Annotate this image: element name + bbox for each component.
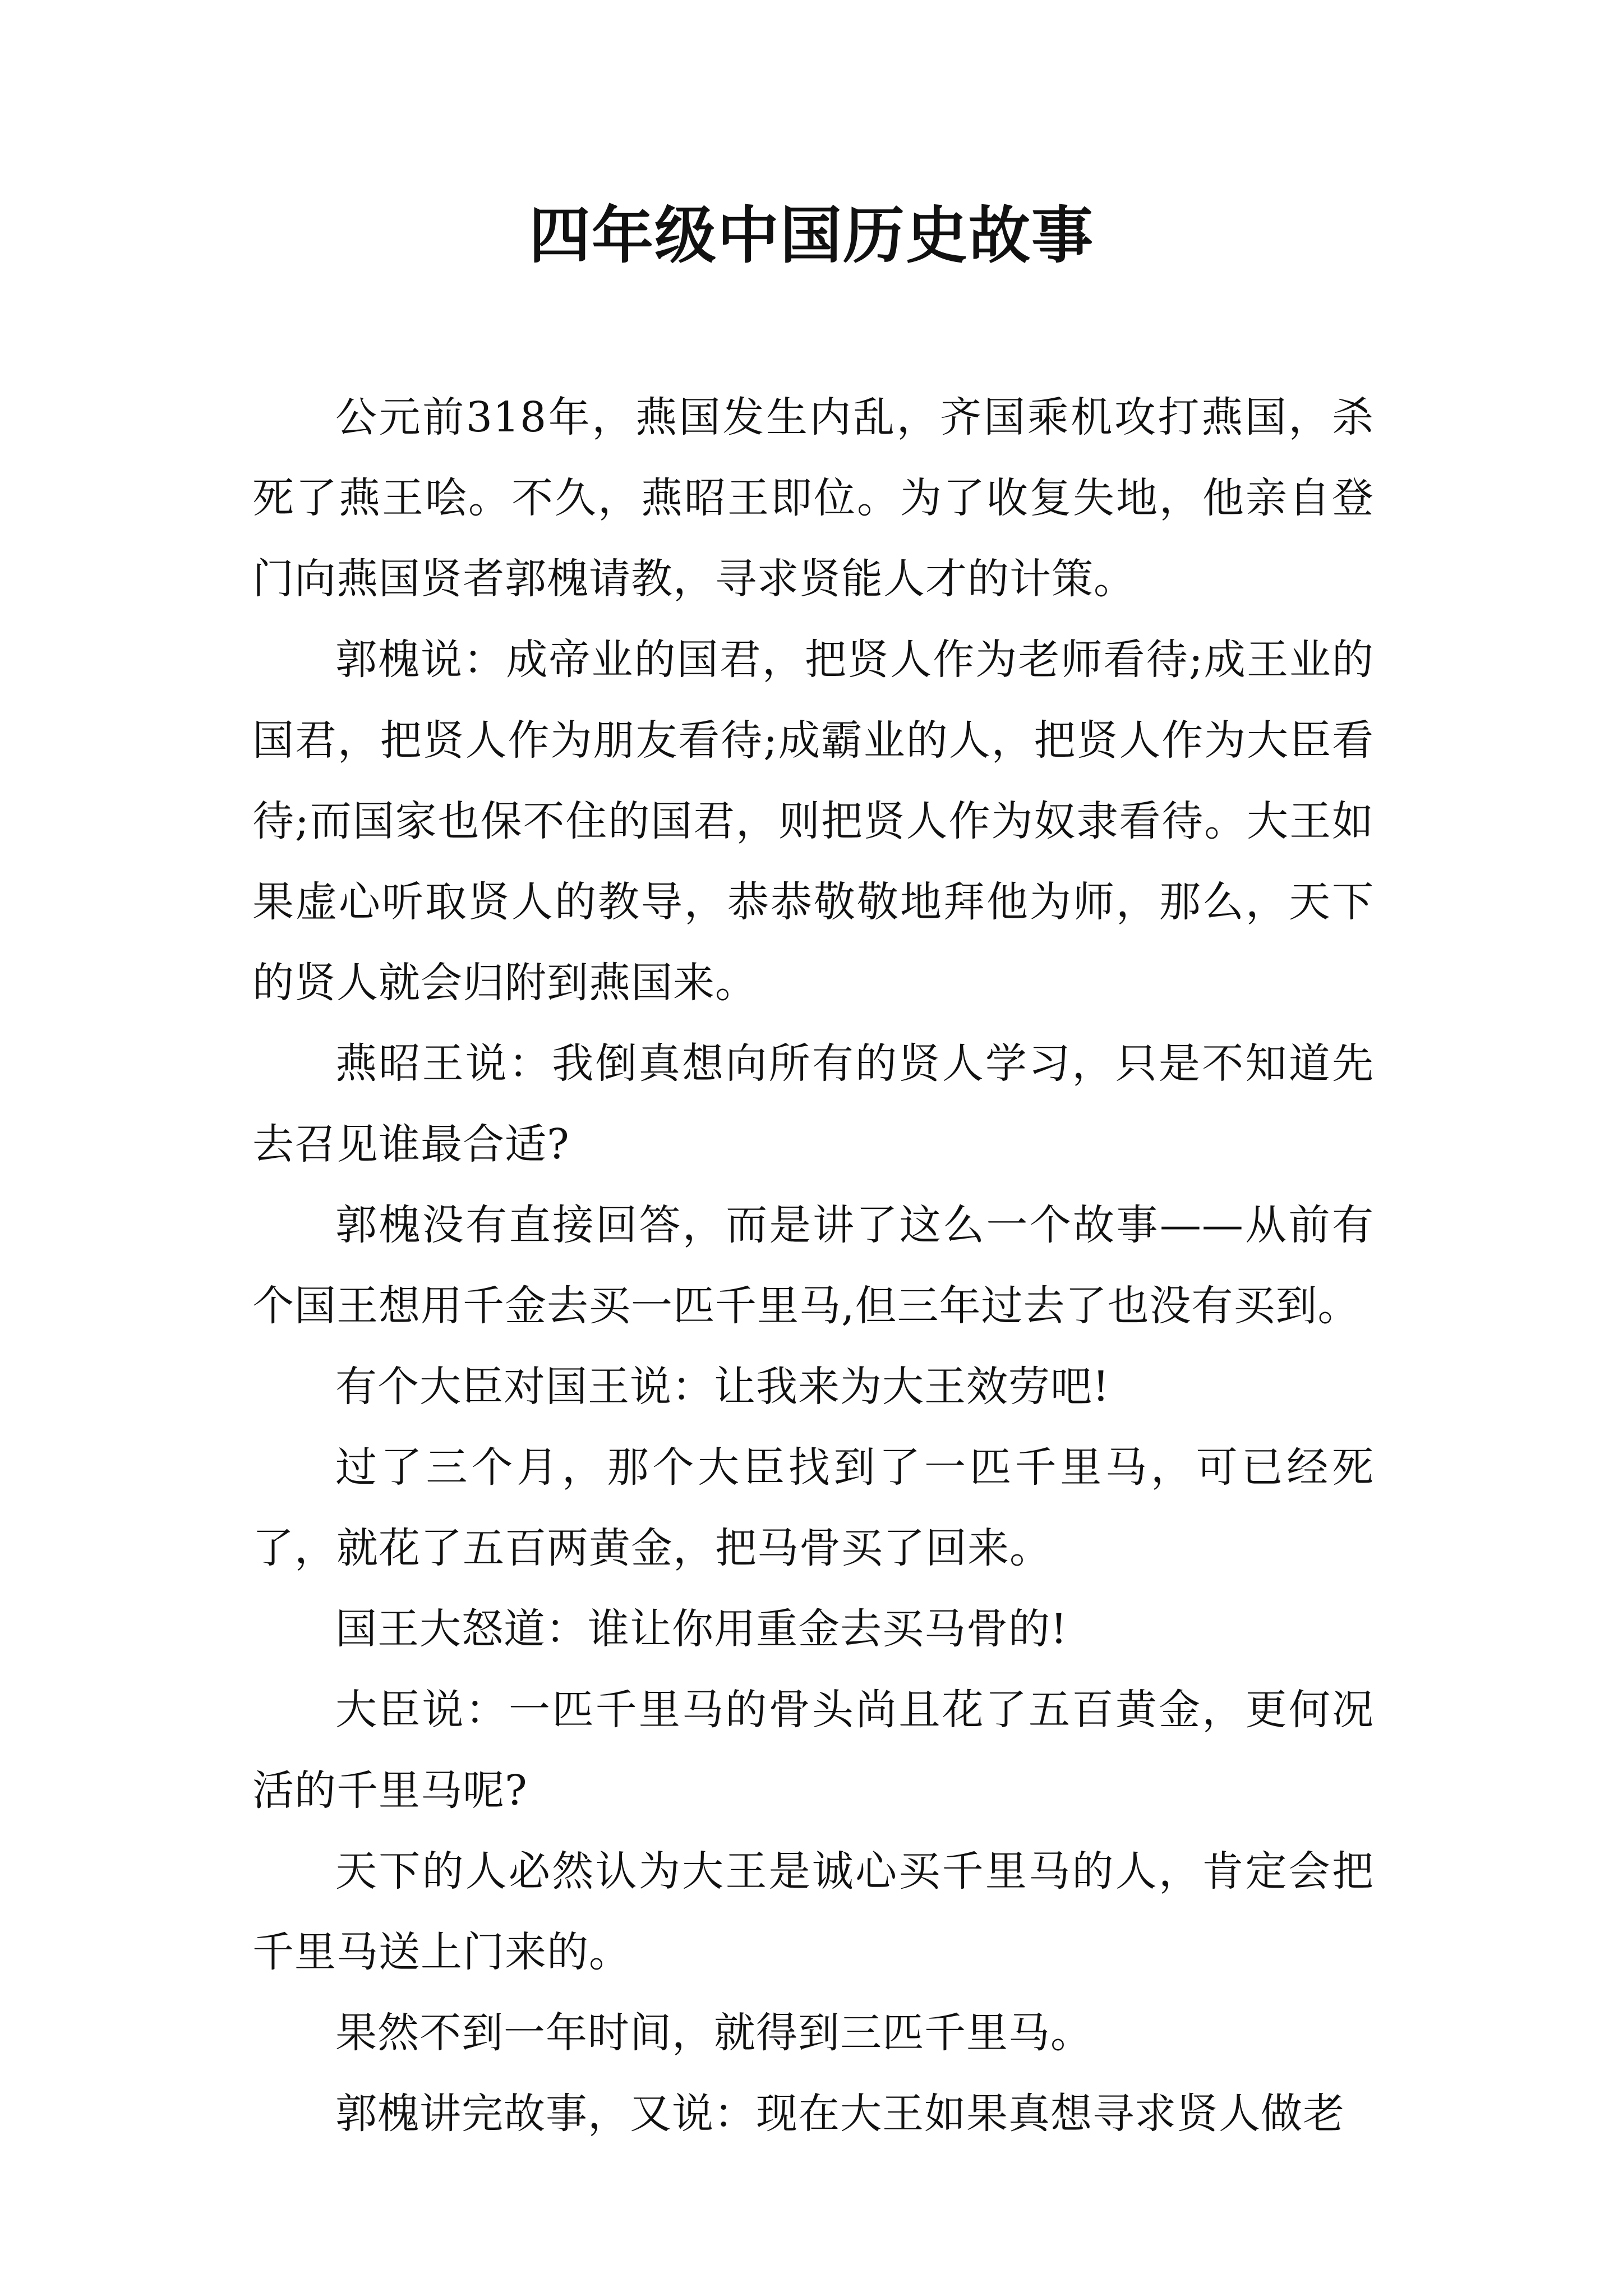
paragraph-6: 过了三个月，那个大臣找到了一匹千里马，可已经死了，就花了五百两黄金，把马骨买了回来。 bbox=[252, 1443, 1374, 1572]
paragraph-2: 郭槐说：成帝业的国君，把贤人作为老师看待;成王业的国君，把贤人作为朋友看待;成霸业的人，把贤人作为大臣看待;而国家也保不住的国君，则把贤人作为奴隶看待。大王如果虚心听取贤人的教导，恭恭敬敬地拜他为师，那么，天下的贤人就会归附到燕国来。 bbox=[252, 636, 1374, 1007]
paragraph-10: 果然不到一年时间，就得到三匹千里马。 bbox=[335, 2009, 1092, 2057]
paragraph-9: 天下的人必然认为大王是诚心买千里马的人，肯定会把千里马送上门来的。 bbox=[252, 1847, 1374, 1976]
paragraph-4: 郭槐没有直接回答，而是讲了这么一个故事——从前有个国王想用千金去买一匹千里马,但三年过去了也没有买到。 bbox=[252, 1201, 1374, 1330]
paragraph-7: 国王大怒道：谁让你用重金去买马骨的! bbox=[335, 1605, 1068, 1653]
paragraph-8: 大臣说：一匹千里马的骨头尚且花了五百黄金，更何况活的千里马呢? bbox=[252, 1686, 1374, 1815]
paragraph-5: 有个大臣对国王说：让我来为大王效劳吧! bbox=[335, 1363, 1110, 1411]
paragraph-1: 公元前318年，燕国发生内乱，齐国乘机攻打燕国，杀死了燕王哙。不久，燕昭王即位。为了收复失地，他亲自登门向燕国贤者郭槐请教，寻求贤能人才的计策。 bbox=[252, 393, 1374, 603]
document-body bbox=[252, 377, 1374, 2154]
paragraph-3: 燕昭王说：我倒真想向所有的贤人学习，只是不知道先去召见谁最合适? bbox=[252, 1039, 1374, 1168]
document-title: 四年级中国历史故事 bbox=[529, 200, 1094, 272]
paragraph-11: 郭槐讲完故事，又说：现在大王如果真想寻求贤人做老 bbox=[335, 2090, 1345, 2138]
